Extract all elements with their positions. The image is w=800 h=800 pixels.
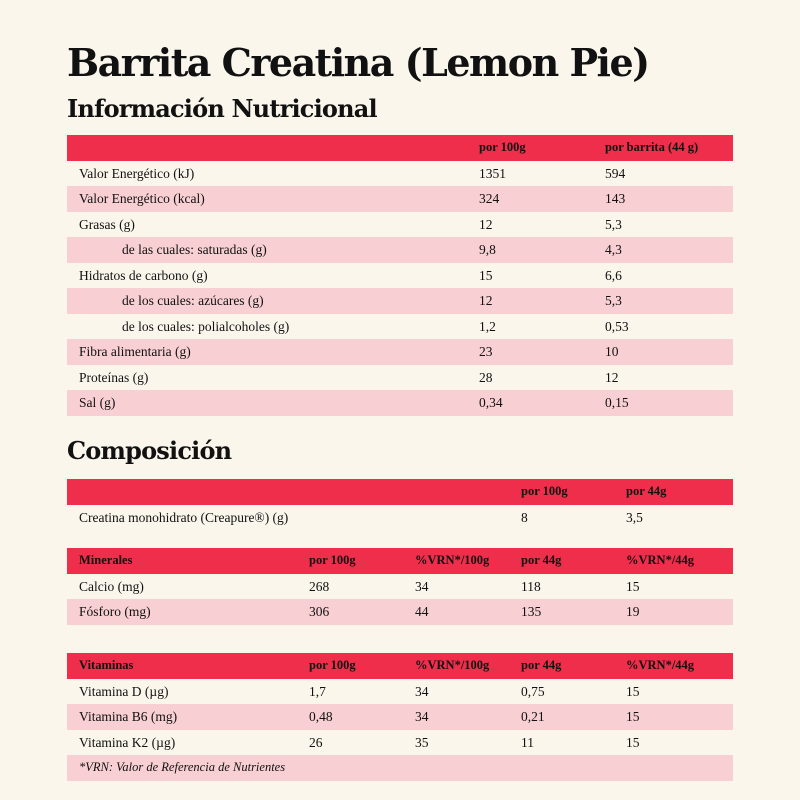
- vitamin-label: Vitamina D (µg): [79, 683, 169, 699]
- page-title: Barrita Creatina (Lemon Pie): [67, 40, 649, 85]
- value-perbar: 594: [605, 165, 626, 181]
- vitamin-vrn44: 15: [626, 734, 640, 750]
- value-per100: 12: [479, 293, 493, 308]
- composition-header-row: [67, 479, 733, 505]
- table-row: [67, 730, 733, 756]
- value-per100: 23: [479, 344, 493, 359]
- vitamin-label: Vitamina K2 (µg): [79, 734, 176, 750]
- header-per100: por 100g: [309, 553, 356, 567]
- value-per100: 0,34: [479, 395, 503, 410]
- header-vrn100: %VRN*/100g: [415, 553, 490, 567]
- table-row: [67, 390, 733, 416]
- value-perbar: 5,3: [605, 216, 622, 232]
- header-label: Minerales: [79, 553, 133, 567]
- mineral-vrn100: 34: [415, 578, 429, 594]
- header-perbar: por barrita (44 g): [605, 140, 699, 154]
- nutrient-label: de los cuales: polialcoholes (g): [122, 318, 290, 334]
- vitamin-vrn100: 34: [415, 709, 429, 724]
- vitamin-per44: 11: [521, 734, 534, 750]
- table-row: [67, 599, 733, 625]
- mineral-per44: 118: [521, 578, 541, 594]
- mineral-vrn44: 19: [626, 604, 640, 619]
- nutrition-table: [67, 135, 733, 416]
- minerals-table: [67, 548, 733, 625]
- value-per100: 15: [479, 267, 493, 283]
- nutrient-label: Valor Energético (kcal): [79, 191, 205, 206]
- nutrition-title: Información Nutricional: [67, 94, 377, 123]
- vitamin-label: Vitamina B6 (mg): [79, 709, 178, 724]
- footnote-row: [67, 755, 733, 781]
- nutrient-label: Fibra alimentaria (g): [79, 344, 191, 359]
- mineral-per100: 306: [309, 604, 330, 619]
- header-per100: por 100g: [309, 658, 356, 672]
- table-row: [67, 186, 733, 212]
- mineral-label: Calcio (mg): [79, 578, 144, 594]
- header-per100: por 100g: [521, 484, 568, 498]
- nutrient-label: Hidratos de carbono (g): [79, 267, 208, 283]
- header-vrn100: %VRN*/100g: [415, 658, 490, 672]
- component-label: Creatina monohidrato (Creapure®) (g): [79, 509, 289, 525]
- vitamin-per44: 0,21: [521, 709, 545, 724]
- value-per100: 9,8: [479, 242, 496, 257]
- composition-table: [67, 479, 733, 530]
- table-row: [67, 237, 733, 263]
- vitamin-per100: 26: [309, 734, 323, 750]
- mineral-vrn44: 15: [626, 578, 640, 594]
- table-row: [67, 574, 733, 600]
- header-vrn44: %VRN*/44g: [626, 658, 695, 672]
- nutrient-label: Proteínas (g): [79, 369, 149, 385]
- vitamin-per100: 0,48: [309, 709, 333, 724]
- value-per100: 12: [479, 216, 493, 232]
- vitamin-vrn100: 35: [415, 734, 429, 750]
- table-row: [67, 339, 733, 365]
- header-label: Vitaminas: [79, 658, 134, 672]
- nutrient-label: Valor Energético (kJ): [79, 165, 195, 181]
- value-per100: 324: [479, 191, 500, 206]
- vitamin-vrn44: 15: [626, 709, 640, 724]
- table-row: [67, 212, 733, 238]
- composition-title: Composición: [67, 436, 232, 465]
- vitamin-vrn44: 15: [626, 683, 640, 699]
- value-perbar: 6,6: [605, 267, 622, 283]
- mineral-vrn100: 44: [415, 604, 429, 619]
- vitamins-table: [67, 653, 733, 781]
- table-row: [67, 263, 733, 289]
- value-per100: 8: [521, 509, 528, 525]
- table-row: [67, 314, 733, 340]
- vitamin-header-row: [67, 653, 733, 679]
- mineral-per100: 268: [309, 578, 330, 594]
- header-per44: por 44g: [626, 484, 667, 498]
- value-perbar: 5,3: [605, 293, 622, 308]
- vitamin-vrn100: 34: [415, 683, 429, 699]
- mineral-per44: 135: [521, 604, 542, 619]
- value-perbar: 12: [605, 369, 619, 385]
- value-perbar: 143: [605, 191, 626, 206]
- value-per100: 1351: [479, 165, 506, 181]
- value-perbar: 4,3: [605, 242, 622, 257]
- table-row: [67, 679, 733, 705]
- value-per44: 3,5: [626, 509, 643, 525]
- header-vrn44: %VRN*/44g: [626, 553, 695, 567]
- table-row: [67, 505, 733, 531]
- vitamin-per44: 0,75: [521, 683, 545, 699]
- header-per44: por 44g: [521, 658, 562, 672]
- nutrient-label: de los cuales: azúcares (g): [122, 293, 264, 308]
- nutrient-label: Sal (g): [79, 395, 116, 410]
- value-perbar: 10: [605, 344, 619, 359]
- value-perbar: 0,53: [605, 318, 629, 334]
- value-perbar: 0,15: [605, 395, 629, 410]
- table-row: [67, 704, 733, 730]
- nutrition-header-row: [67, 135, 733, 161]
- value-per100: 1,2: [479, 318, 496, 334]
- table-row: [67, 288, 733, 314]
- table-row: [67, 365, 733, 391]
- nutrient-label: Grasas (g): [79, 216, 135, 232]
- header-per100: por 100g: [479, 140, 526, 154]
- nutrient-label: de las cuales: saturadas (g): [122, 242, 267, 257]
- mineral-label: Fósforo (mg): [79, 604, 151, 619]
- header-per44: por 44g: [521, 553, 562, 567]
- footnote: *VRN: Valor de Referencia de Nutrientes: [79, 760, 286, 774]
- table-row: [67, 161, 733, 187]
- vitamin-per100: 1,7: [309, 683, 326, 699]
- mineral-header-row: [67, 548, 733, 574]
- value-per100: 28: [479, 369, 493, 385]
